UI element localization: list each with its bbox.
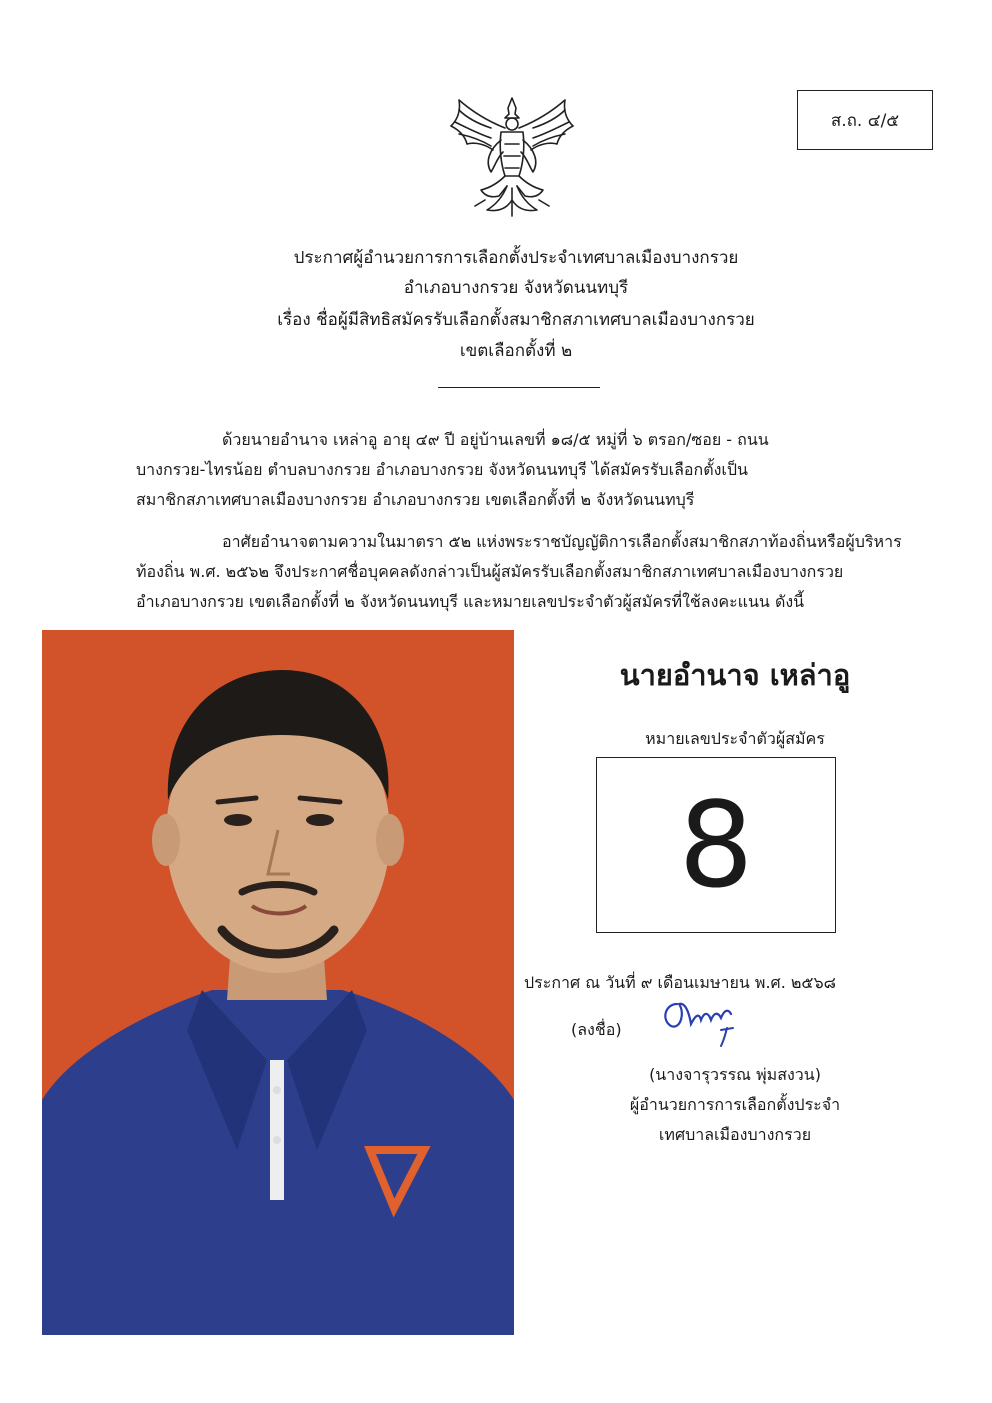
para1-line3: สมาชิกสภาเทศบาลเมืองบางกรวย อำเภอบางกรวย เขตเลือกตั้งที่ ๒ จังหวัดนนทบุรี — [136, 490, 695, 509]
candidate-number-label: หมายเลขประจำตัวผู้สมัคร — [645, 729, 825, 748]
signature — [655, 990, 755, 1060]
candidate-number-box — [596, 757, 836, 933]
para1-line1: ด้วยนายอำนาจ เหล่าอู อายุ ๔๙ ปี อยู่บ้านเลขที่ ๑๘/๕ หมู่ที่ ๖ ตรอก/ซอย - ถนน — [222, 430, 769, 449]
header-district: เขตเลือกตั้งที่ ๒ — [459, 341, 573, 361]
header-line-1: ประกาศผู้อำนวยการการเลือกตั้งประจำเทศบาลเมืองบางกรวย — [293, 248, 739, 268]
candidate-number: 8 — [678, 776, 754, 914]
header-divider — [438, 387, 600, 388]
signer-title-2: เทศบาลเมืองบางกรวย — [658, 1125, 812, 1144]
sign-label: (ลงชื่อ) — [571, 1020, 622, 1039]
header-line-2: อำเภอบางกรวย จังหวัดนนทบุรี — [403, 278, 629, 298]
para2-line2: ท้องถิ่น พ.ศ. ๒๕๖๒ จึงประกาศชื่อบุคคลดังกล่าวเป็นผู้สมัครรับเลือกตั้งสมาชิกสภาเทศบาลเมืองบางกรวย — [136, 562, 844, 581]
candidate-photo — [42, 630, 514, 1335]
candidate-name: นายอำนาจ เหล่าอู — [619, 658, 851, 692]
announcement-date: ประกาศ ณ วันที่ ๙ เดือนเมษายน พ.ศ. ๒๕๖๘ — [524, 973, 837, 992]
signer-title-1: ผู้อำนวยการการเลือกตั้งประจำ — [629, 1095, 841, 1114]
header-subject: เรื่อง ชื่อผู้มีสิทธิสมัครรับเลือกตั้งสมาชิกสภาเทศบาลเมืองบางกรวย — [277, 310, 755, 330]
form-code-box — [797, 90, 933, 150]
para1-line2: บางกรวย-ไทรน้อย ตำบลบางกรวย อำเภอบางกรวย จังหวัดนนทบุรี ได้สมัครรับเลือกตั้งเป็น — [136, 460, 748, 479]
para2-line1: อาศัยอำนาจตามความในมาตรา ๕๒ แห่งพระราชบัญญัติการเลือกตั้งสมาชิกสภาท้องถิ่นหรือผู้บริหาร — [222, 532, 902, 551]
garuda-emblem — [445, 92, 580, 222]
para2-line3: อำเภอบางกรวย เขตเลือกตั้งที่ ๒ จังหวัดนนทบุรี และหมายเลขประจำตัวผู้สมัครที่ใช้ลงคะแนน ดังนี้ — [136, 592, 805, 611]
form-code: ส.ถ. ๔/๕ — [830, 110, 900, 131]
signer-name: (นางจารุวรรณ พุ่มสงวน) — [649, 1065, 821, 1084]
